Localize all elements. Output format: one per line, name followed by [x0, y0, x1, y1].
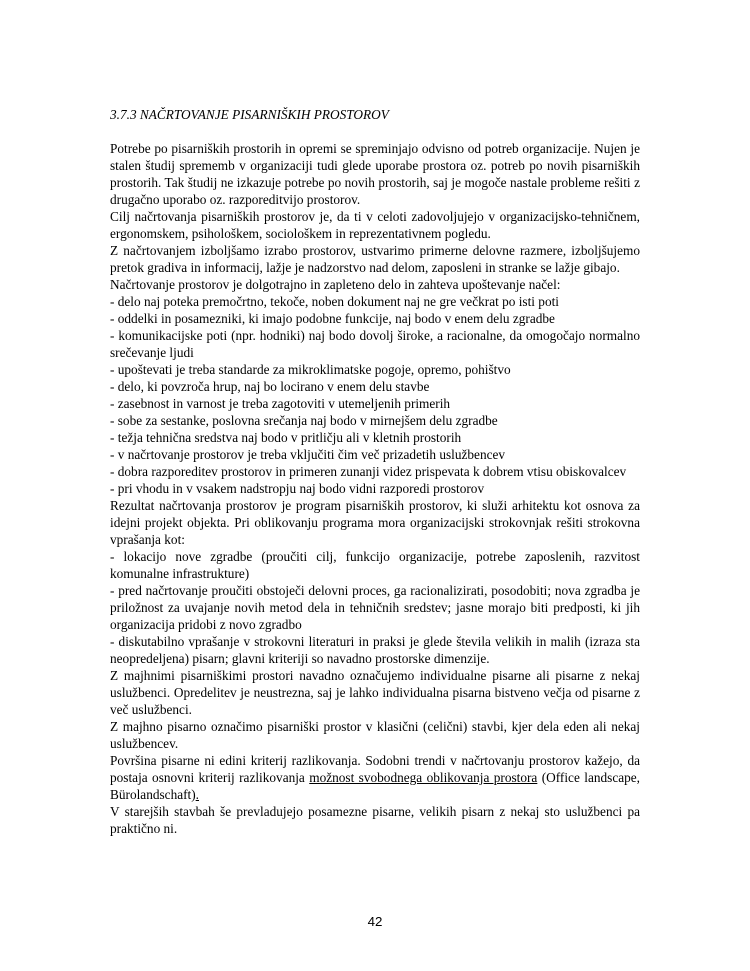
office-landscape-paragraph — [110, 752, 640, 803]
list-item: - pred načrtovanje proučiti obstoječi delovni proces, ga racionalizirati, posodobiti; nova zgradba je priložnost za uvajanje novih metod dela in tehničnih sredstev; jasne morajo biti predposti, ki jih organizacija pridobi z novo zgradbo — [110, 583, 640, 632]
list-item: - zasebnost in varnost je treba zagotoviti v utemeljenih primerih — [110, 396, 451, 411]
section-heading: 3.7.3 NAČRTOVANJE PISARNIŠKIH PROSTOROV — [110, 107, 389, 122]
list-item: - lokacijo nove zgradbe (proučiti cilj, funkcijo organizacije, potrebe zaposlenih, razvitost komunalne infrastrukture) — [110, 549, 640, 581]
list-item: - pri vhodu in v vsakem nadstropju naj bodo vidni razporedi prostorov — [110, 481, 485, 496]
paragraph: Načrtovanje prostorov je dolgotrajno in zapleteno delo in zahteva upoštevanje načel: — [110, 277, 561, 292]
paragraph-text: (Office landscape, Bürolandschaft) — [110, 770, 640, 802]
paragraph: Z načrtovanjem izboljšamo izrabo prostorov, ustvarimo primerne delovne razmere, izboljšujemo pretok gradiva in informacij, lažje je nadzorstvo nad delom, zaposleni in stranke se lažje gibajo. — [110, 243, 640, 275]
list-item: - diskutabilno vprašanje v strokovni literaturi in praksi je glede števila velikih in malih (izraza sta neopredeljena) pisarn; glavni kriteriji so navadno prostorske dimenzije. — [110, 634, 640, 666]
list-item: - dobra razporeditev prostorov in primeren zunanji videz prispevata k dobrem vtisu obiskovalcev — [110, 464, 627, 479]
list-item: - upoštevati je treba standarde za mikroklimatske pogoje, opremo, pohištvo — [110, 362, 511, 377]
paragraph: V starejših stavbah še prevladujejo posamezne pisarne, velikih pisarn z nekaj sto uslužbenci pa praktično ni. — [110, 804, 640, 836]
list-item: - sobe za sestanke, poslovna srečanja naj bodo v mirnejšem delu zgradbe — [110, 413, 498, 428]
list-item: - delo naj poteka premočrtno, tekoče, noben dokument naj ne gre večkrat po isti poti — [110, 294, 559, 309]
paragraph: Potrebe po pisarniških prostorih in opremi se spreminjajo odvisno od potreb organizacije. Nujen je stalen študij sprememb v organizaciji tudi glede uporabe prostora oz. potreb po novih pisarniških prostorih. Tak študij ne izkazuje potrebe po novih prostorih, saj je mogoče nastale probleme rešiti z drugačno uporabo oz. razporeditvijo prostorov. — [110, 141, 640, 207]
list-item: - oddelki in posamezniki, ki imajo podobne funkcije, naj bodo v enem delu zgradbe — [110, 311, 555, 326]
paragraph: Rezultat načrtovanja prostorov je program pisarniških prostorov, ki služi arhitektu kot osnova za idejni projekt objekta. Pri oblikovanju programa mora organizacijski strokovnjak rešiti strokovna vprašanja kot: — [110, 498, 640, 547]
page-number: 42 — [367, 914, 383, 929]
paragraph-text: Površina pisarne ni edini kriterij razlikovanja. Sodobni trendi v načrtovanju prostorov kažejo, da postaja osnovni kriterij razlikovanja — [110, 753, 640, 785]
paragraph: Z majhnimi pisarniškimi prostori navadno označujemo individualne pisarne ali pisarne z nekaj uslužbenci. Opredelitev je neustrezna, saj je lahko individualna pisarna bistveno večja od pisarne z več uslužbenci. — [110, 668, 640, 717]
paragraph: Z majhno pisarno označimo pisarniški prostor v klasični (celični) stavbi, kjer dela eden ali nekaj uslužbencev. — [110, 719, 640, 751]
list-item: - v načrtovanje prostorov je treba vključiti čim več prizadetih uslužbencev — [110, 447, 506, 462]
document-page — [110, 106, 640, 837]
underlined-term: možnost svobodnega oblikovanja prostora — [309, 770, 538, 785]
paragraph: Cilj načrtovanja pisarniških prostorov je, da ti v celoti zadovoljujejo v organizacijsko-tehničnem, ergonomskem, psihološkem, sociološkem in reprezentativnem pogledu. — [110, 209, 640, 241]
list-item: - komunikacijske poti (npr. hodniki) naj bodo dovolj široke, a racionalne, da omogočajo normalno srečevanje ljudi — [110, 328, 640, 360]
list-item: - težja tehnična sredstva naj bodo v pritličju ali v kletnih prostorih — [110, 430, 462, 445]
underlined-period: . — [195, 787, 199, 802]
list-item: - delo, ki povzroča hrup, naj bo locirano v enem delu stavbe — [110, 379, 430, 394]
